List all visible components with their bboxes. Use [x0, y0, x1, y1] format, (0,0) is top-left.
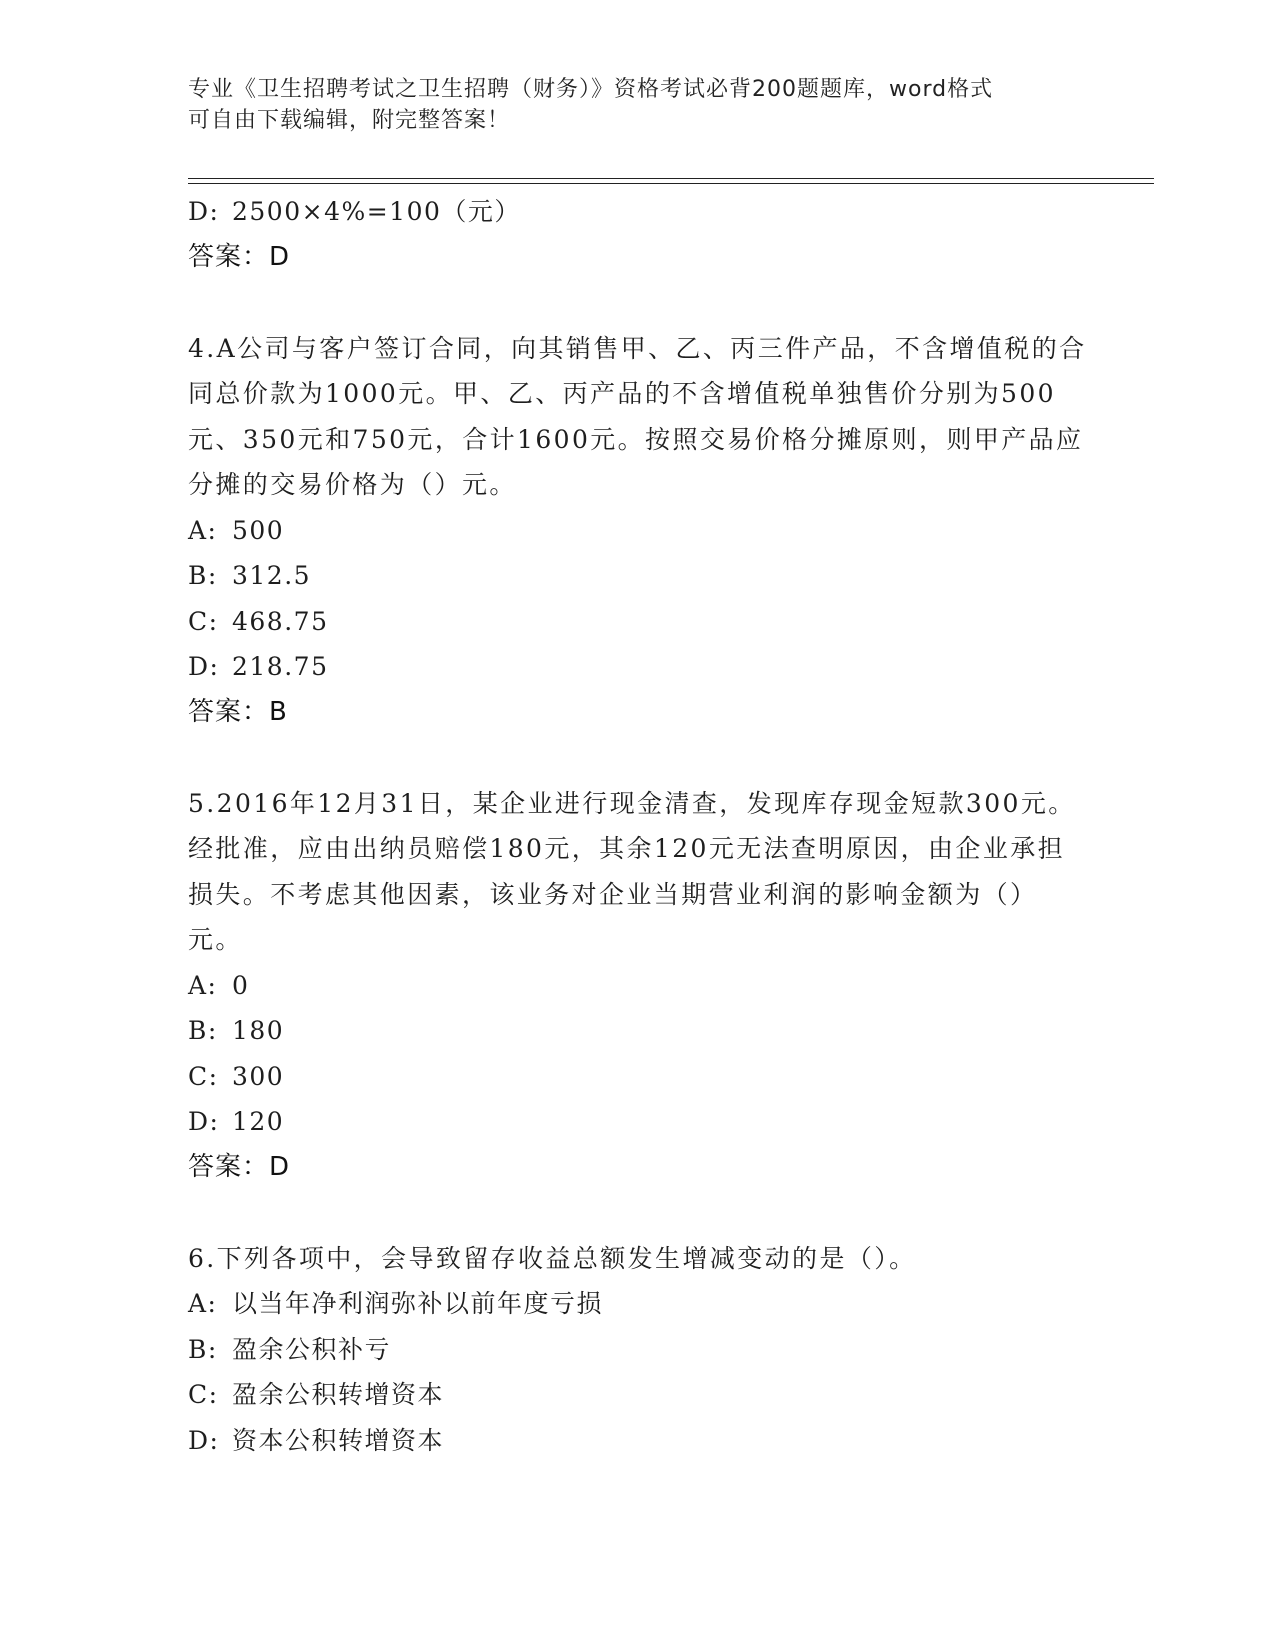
- option-text: 盈余公积补亏: [232, 1334, 392, 1364]
- option-d: [188, 189, 1088, 235]
- option-letter: C:: [188, 1061, 219, 1091]
- option-text: 2500×4%=100（元）: [232, 197, 521, 226]
- continued-question: [188, 189, 1088, 280]
- option-d: [188, 1418, 1088, 1464]
- option-letter: D:: [188, 1425, 220, 1455]
- answer-line: 答案：D: [188, 241, 291, 272]
- question-text: 5.2016年12月31日，某企业进行现金清查，发现库存现金短款300元。经批准，应由出纳员赔偿180元，其余120元无法查明原因，由企业承担损失。不考虑其他因素，该业务对企业当期营业利润的影响金额为（）元。: [188, 788, 1076, 954]
- header-rule-bottom: [188, 183, 1154, 184]
- answer-line: 答案：D: [188, 1151, 291, 1182]
- option-letter: B:: [188, 561, 218, 590]
- option-c: [188, 1054, 1088, 1100]
- option-letter: B:: [188, 1334, 218, 1364]
- header-rule-top: [188, 178, 1154, 179]
- option-text: 盈余公积转增资本: [232, 1380, 445, 1409]
- option-c: [188, 599, 1088, 645]
- option-text: 180: [232, 1016, 285, 1045]
- question-5: [188, 781, 1088, 1191]
- question-6: [188, 1236, 1088, 1464]
- option-letter: C:: [188, 1380, 219, 1409]
- option-text: 500: [232, 515, 285, 545]
- option-a: [188, 963, 1088, 1009]
- question-text: 4.A公司与客户签订合同，向其销售甲、乙、丙三件产品，不含增值税的合同总价款为1000元。甲、乙、丙产品的不含增值税单独售价分别为500元、350元和750元，合计1600元。按照交易价格分摊原则，则甲产品应分摊的交易价格为（）元。: [188, 333, 1087, 499]
- option-letter: A:: [188, 970, 218, 1000]
- option-letter: A:: [188, 1289, 218, 1318]
- option-d: [188, 1099, 1088, 1145]
- option-letter: D:: [188, 1107, 220, 1136]
- document-content: [188, 189, 1088, 1463]
- option-text: 资本公积转增资本: [232, 1425, 445, 1455]
- header-title-line-1: 专业《卫生招聘考试之卫生招聘（财务）》资格考试必背200题题库，word格式: [188, 77, 994, 102]
- option-text: 0: [232, 970, 250, 1000]
- page-header: [188, 74, 1088, 136]
- option-a: [188, 508, 1088, 554]
- option-text: 312.5: [232, 561, 312, 590]
- option-b: [188, 1008, 1088, 1054]
- answer-line: 答案：B: [188, 696, 288, 727]
- option-d: [188, 644, 1088, 690]
- option-letter: B:: [188, 1016, 218, 1045]
- header-title-line-2: 可自由下载编辑，附完整答案！: [188, 108, 511, 133]
- option-b: [188, 1327, 1088, 1373]
- option-c: [188, 1372, 1088, 1418]
- question-text: 6.下列各项中，会导致留存收益总额发生增减变动的是（）。: [188, 1243, 917, 1273]
- option-text: 218.75: [232, 652, 329, 681]
- option-text: 以当年净利润弥补以前年度亏损: [232, 1289, 604, 1318]
- option-letter: C:: [188, 606, 219, 636]
- option-text: 300: [232, 1061, 285, 1091]
- option-a: [188, 1281, 1088, 1327]
- question-4: [188, 326, 1088, 736]
- option-letter: D:: [188, 652, 220, 681]
- option-text: 120: [232, 1107, 285, 1136]
- option-letter: A:: [188, 515, 218, 545]
- option-b: [188, 553, 1088, 599]
- option-letter: D:: [188, 197, 220, 226]
- option-text: 468.75: [232, 606, 329, 636]
